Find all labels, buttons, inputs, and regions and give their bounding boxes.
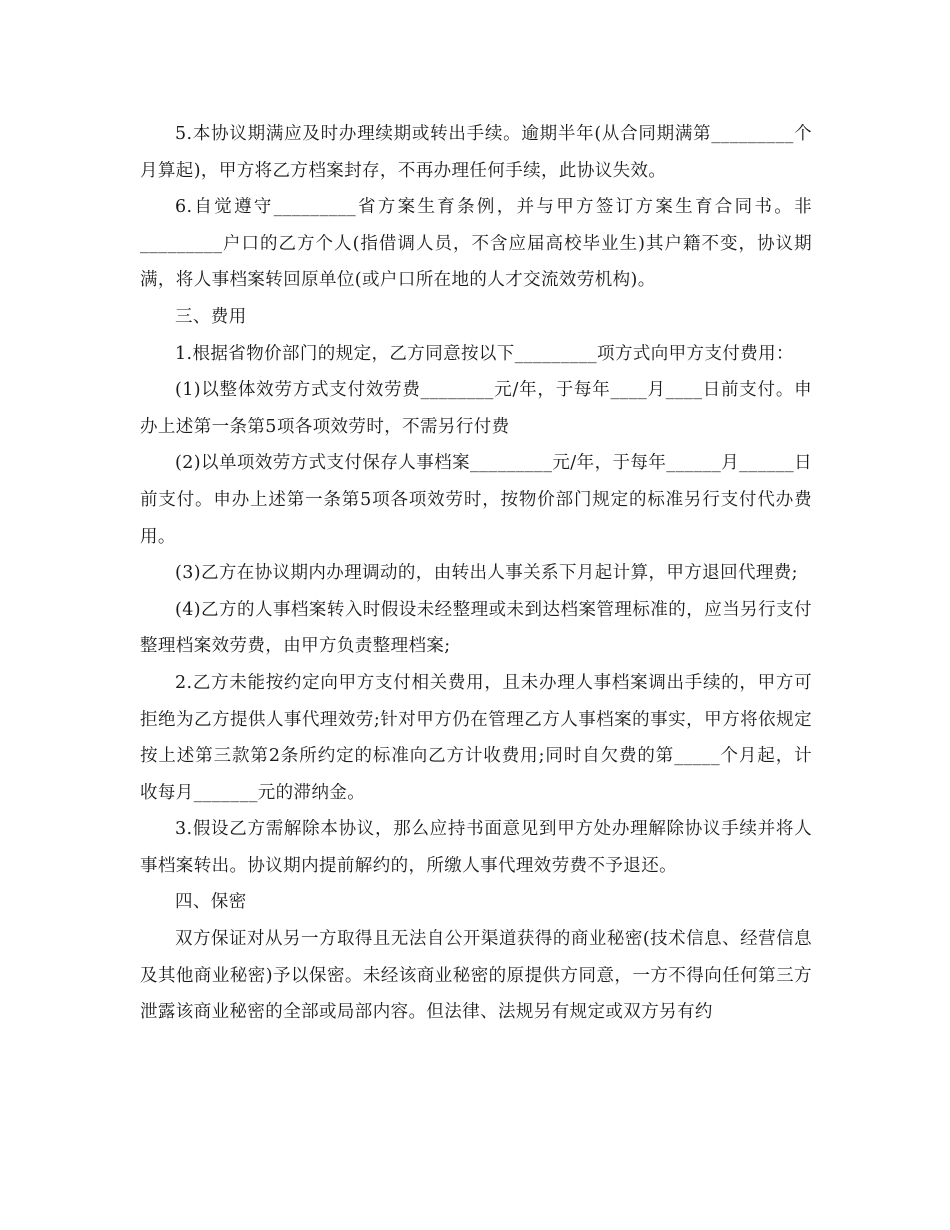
confidentiality-clause: 双方保证对从另一方取得且无法自公开渠道获得的商业秘密(技术信息、经营信息及其他商业秘密)予以保密。未经该商业秘密的原提供方同意，一方不得向任何第三方泄露该商业秘密的全部或局部内容。但法律、法规另有规定或双方另有约 <box>140 929 812 1023</box>
fee-item-3: (3)乙方在协议期内办理调动的，由转出人事关系下月起计算，甲方退回代理费; <box>175 563 798 584</box>
clause-5-renewal: 5.本协议期满应及时办理续期或转出手续。逾期半年(从合同期满第_________个月算起)，甲方将乙方档案封存，不再办理任何手续，此协议失效。 <box>140 124 812 181</box>
fee-clause-2: 2.乙方未能按约定向甲方支付相关费用，且未办理人事档案调出手续的，甲方可拒绝为乙方提供人事代理效劳;针对甲方仍在管理乙方人事档案的事实，甲方将依规定按上述第三款第2条所约定的标准向乙方计收费用;同时自欠费的第_____个月起，计收每月_______元的滞纳金。 <box>140 672 812 803</box>
fee-item-4: (4)乙方的人事档案转入时假设未经整理或未到达档案管理标准的，应当另行支付整理档案效劳费，由甲方负责整理档案; <box>140 599 812 657</box>
section-heading-fees: 三、费用 <box>175 306 247 327</box>
section-heading-confidentiality: 四、保密 <box>175 892 247 913</box>
fee-clause-1: 1.根据省物价部门的规定，乙方同意按以下_________项方式向甲方支付费用： <box>175 343 794 364</box>
fee-clause-3: 3.假设乙方需解除本协议，那么应持书面意见到甲方处办理解除协议手续并将人事档案转出。协议期内提前解约的，所缴人事代理效劳费不予退还。 <box>140 819 812 876</box>
document-body <box>140 116 812 1031</box>
fee-item-1: (1)以整体效劳方式支付效劳费________元/年，于每年____月____日前支付。申办上述第一条第5项各项效劳时，不需另行付费 <box>140 380 812 437</box>
fee-item-2: (2)以单项效劳方式支付保存人事档案_________元/年，于每年______月______日前支付。申办上述第一条第5项各项效劳时，按物价部门规定的标准另行支付代办费用。 <box>140 453 812 547</box>
clause-6-family-planning: 6.自觉遵守_________省方案生育条例，并与甲方签订方案生育合同书。非_________户口的乙方个人(指借调人员，不含应届高校毕业生)其户籍不变，协议期满，将人事档案转回原单位(或户口所在地的人才交流效劳机构)。 <box>140 197 812 291</box>
